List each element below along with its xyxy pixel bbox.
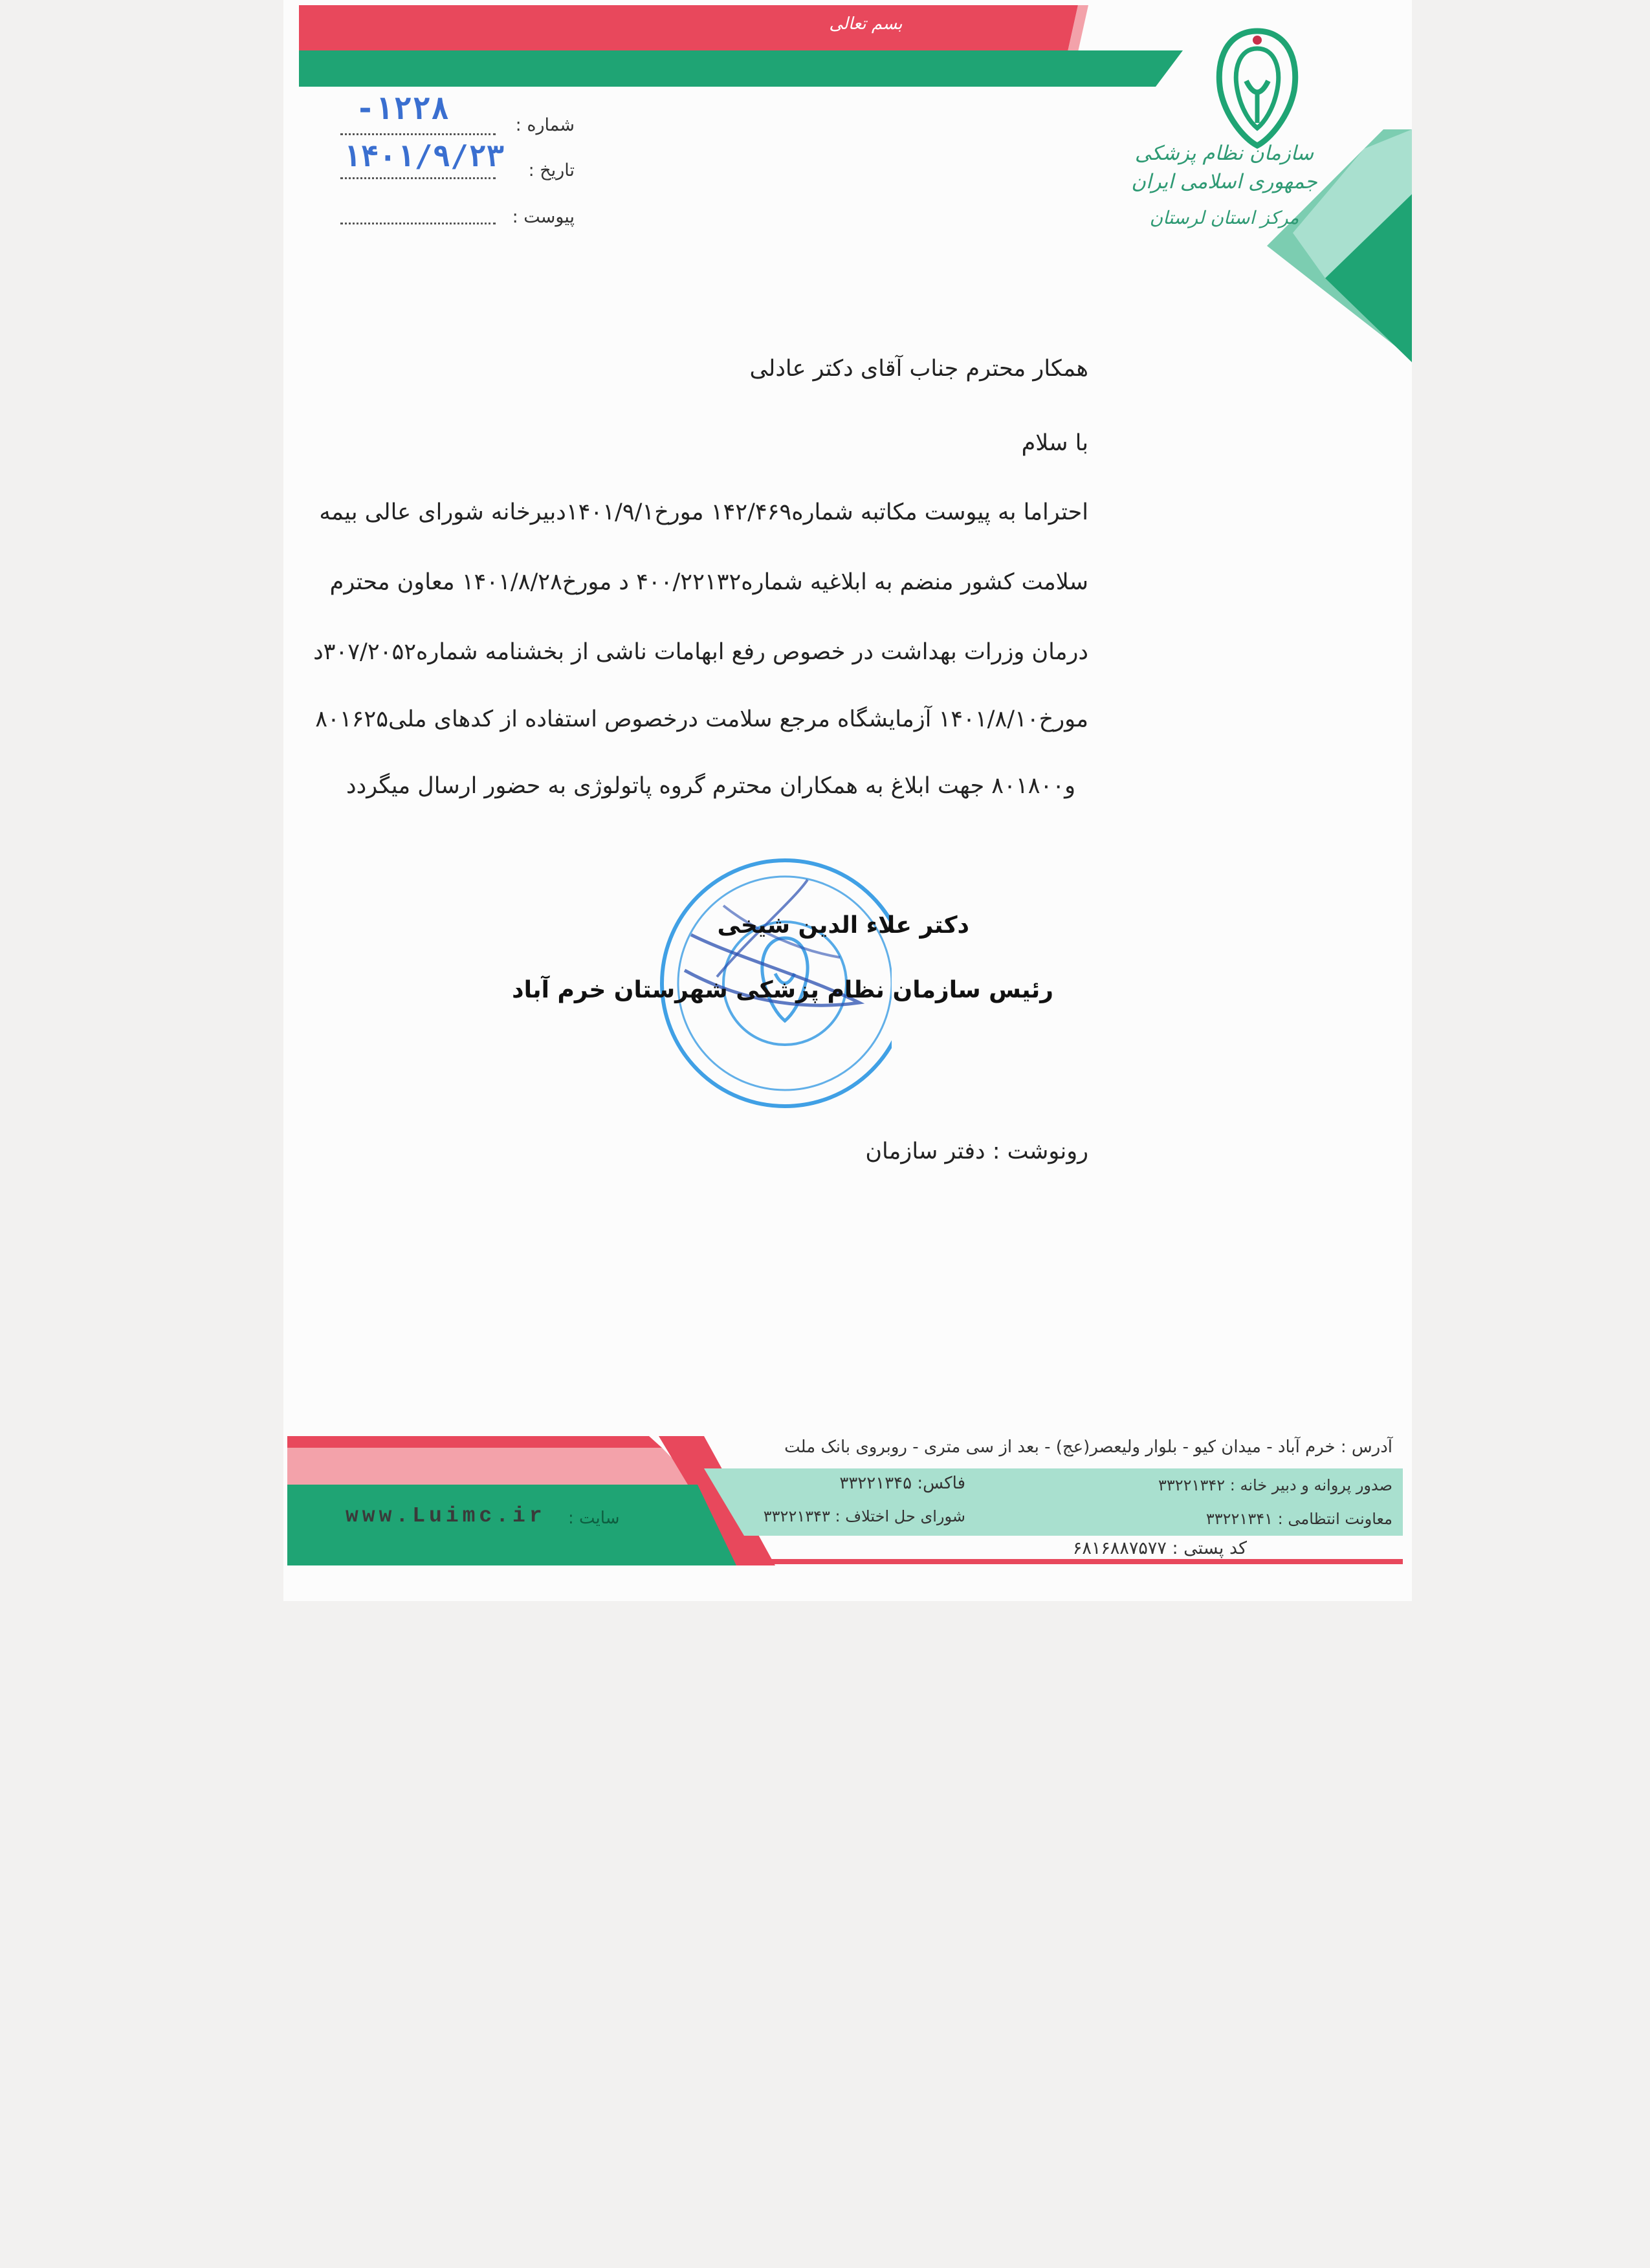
org-name-line2: مرکز استان لرستان	[1149, 207, 1299, 228]
attachment-label: پیوست :	[512, 207, 575, 227]
paragraph-line: مورخ۱۴۰۱/۸/۱۰ آزمایشگاه مرجع سلامت درخصوص استفاده از کدهای ملی۸۰۱۶۲۵	[315, 706, 1088, 732]
site-label: سایت :	[568, 1509, 620, 1528]
date-label: تاریخ :	[528, 160, 575, 180]
date-value: ۱۴۰۱/۹/۲۳	[343, 138, 505, 173]
number-line	[340, 133, 496, 135]
number-label: شماره :	[515, 115, 575, 135]
paragraph-line: سلامت کشور منضم به ابلاغیه شماره۴۰۰/۲۲۱۳۲ د مورخ۱۴۰۱/۸/۲۸ معاون محترم	[329, 569, 1088, 595]
signer-title: رئیس سازمان نظام پزشکی شهرستان خرم آباد	[512, 977, 1053, 1003]
attachment-line	[340, 223, 496, 224]
paragraph-line: درمان وزرات بهداشت در خصوص رفع ابهامات ناشی از بخشنامه شماره۳۰۷/۲۰۵۲د	[313, 639, 1088, 665]
org-name-line1: سازمان نظام پزشکی جمهوری اسلامی ایران	[1131, 142, 1317, 193]
paragraph-line: و۸۰۱۸۰۰ جهت ابلاغ به همکاران محترم گروه پاتولوژی به حضور ارسال میگردد	[346, 773, 1075, 799]
salutation: همکار محترم جناب آقای دکتر عادلی	[749, 356, 1088, 382]
signer-name: دکتر علاء الدین شیخی	[717, 912, 969, 939]
top-red-band	[299, 5, 1078, 52]
carbon-copy: رونوشت : دفتر سازمان	[865, 1139, 1088, 1164]
dispute-council-phone: شورای حل اختلاف : ۳۳۲۲۱۳۴۳	[763, 1507, 965, 1525]
greeting: با سلام	[1021, 430, 1088, 456]
address: آدرس : خرم آباد - میدان کیو - بلوار ولیعصر(عج) - بعد از سی متری - روبروی بانک ملت	[784, 1437, 1392, 1457]
ribbon-label: بسم تعالی	[829, 14, 903, 34]
date-line	[340, 177, 496, 179]
number-value: -۱۲۲۸	[356, 91, 450, 127]
paragraph-line: احتراما به پیوست مکاتبه شماره۱۴۲/۴۶۹ مورخ۱۴۰۱/۹/۱دبیرخانه شورای عالی بیمه	[319, 499, 1088, 525]
top-green-band	[299, 50, 1183, 87]
secretariat-phone: صدور پروانه و دبیر خانه : ۳۳۲۲۱۳۴۲	[1158, 1476, 1392, 1494]
letter-page	[283, 0, 1412, 1601]
organization-name	[1101, 139, 1347, 234]
site-url-link[interactable]: www.Luimc.ir	[346, 1504, 546, 1528]
organization-logo-icon	[1183, 19, 1332, 155]
fax-number: فاکس: ۳۳۲۲۱۳۴۵	[839, 1474, 965, 1493]
disciplinary-phone: معاونت انتظامی : ۳۳۲۲۱۳۴۱	[1205, 1510, 1392, 1528]
footer-bottom-red-line	[736, 1559, 1403, 1564]
postal-code: کد پستی : ۶۸۱۶۸۸۷۵۷۷	[1072, 1538, 1247, 1558]
